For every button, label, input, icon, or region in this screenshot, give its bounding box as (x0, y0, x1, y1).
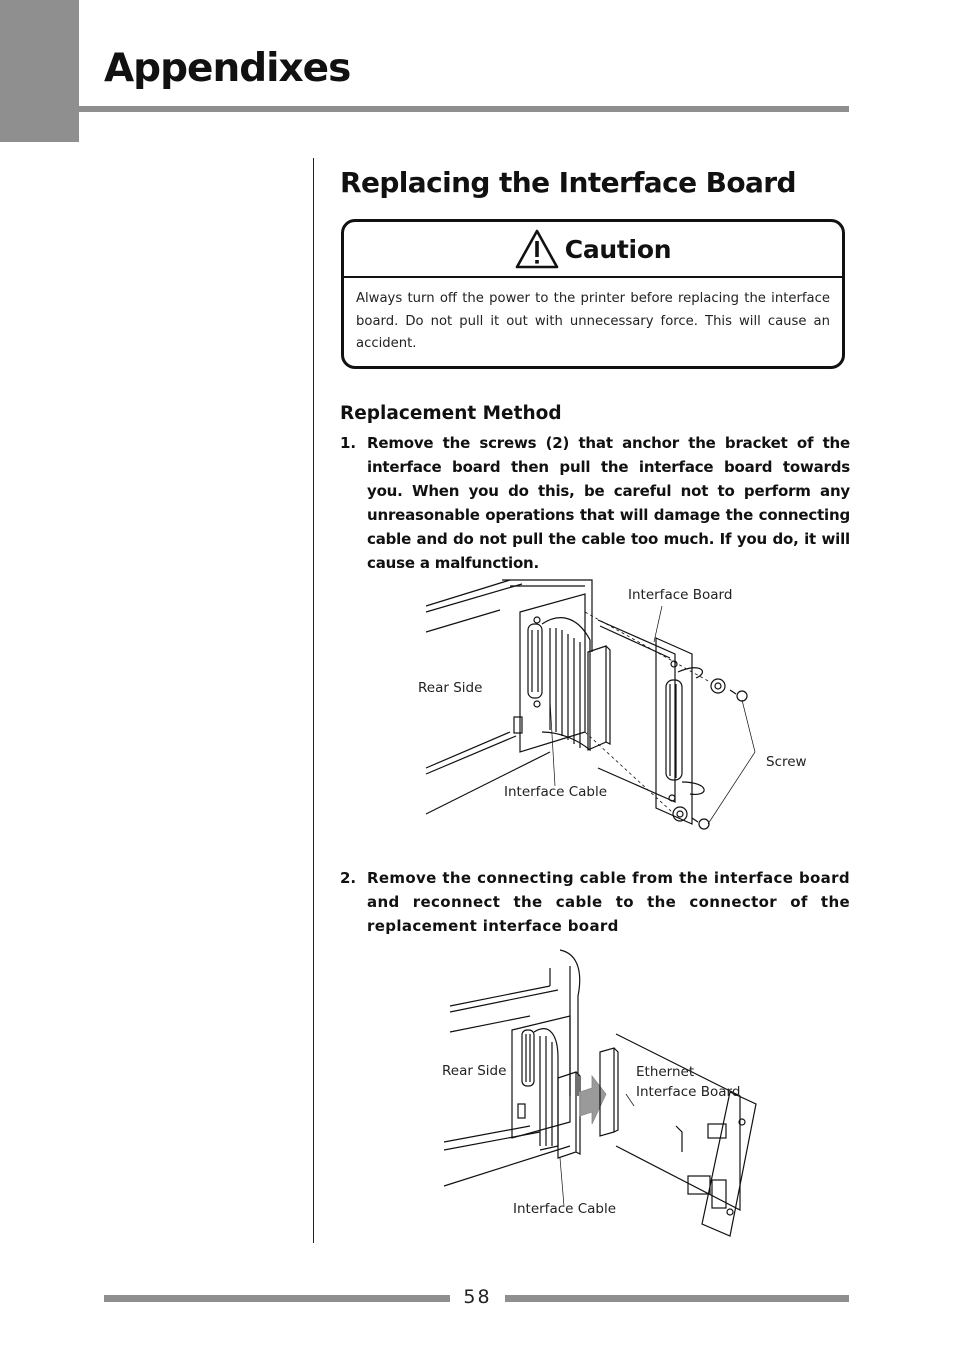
step-2 (340, 866, 850, 938)
title-rule (79, 106, 849, 112)
warning-triangle-icon (515, 229, 559, 269)
interface-board-removal-illustration (410, 572, 820, 844)
footer-rule-right (505, 1295, 849, 1302)
chapter-title: Appendixes (104, 46, 351, 91)
figure-remove-interface-board (410, 572, 820, 844)
caution-header (344, 222, 842, 278)
section-title: Replacing the Interface Board (340, 166, 796, 199)
label-rear-side: Rear Side (442, 1063, 507, 1079)
step-number: 2. (340, 869, 357, 887)
label-interface-cable: Interface Cable (504, 784, 608, 800)
caution-box (341, 219, 845, 369)
label-interface-cable: Interface Cable (513, 1201, 617, 1217)
caution-title: Caution (564, 234, 672, 264)
caution-text: Always turn off the power to the printer before replacing the interface board. Do not pull it out with unnecessary force. This will cause an accident. (356, 291, 830, 351)
page-number: 58 (463, 1286, 492, 1308)
step-number: 1. (340, 434, 357, 452)
replacement-method-heading: Replacement Method (340, 403, 562, 424)
step-text: Remove the screws (2) that anchor the bracket of the interface board then pull the interface board towards you. When you do this, be careful not to perform any unreasonable operations that will damage the connecting cable and do not pull the cable too much. If you do, it will cause a malfunction. (367, 434, 850, 572)
figure-connect-replacement-board (430, 946, 780, 1240)
label-interface-board: Interface Board (628, 587, 733, 603)
footer-rule-left (104, 1295, 450, 1302)
chapter-tab (0, 0, 79, 142)
label-rear-side: Rear Side (418, 680, 483, 696)
label-ethernet-interface-board: Ethernet Interface Board (636, 1064, 741, 1100)
label-screw: Screw (766, 754, 807, 770)
column-divider (313, 158, 314, 1243)
step-text: Remove the connecting cable from the interface board and reconnect the cable to the connector of the replacement interface board (367, 869, 850, 935)
step-1 (340, 431, 850, 575)
